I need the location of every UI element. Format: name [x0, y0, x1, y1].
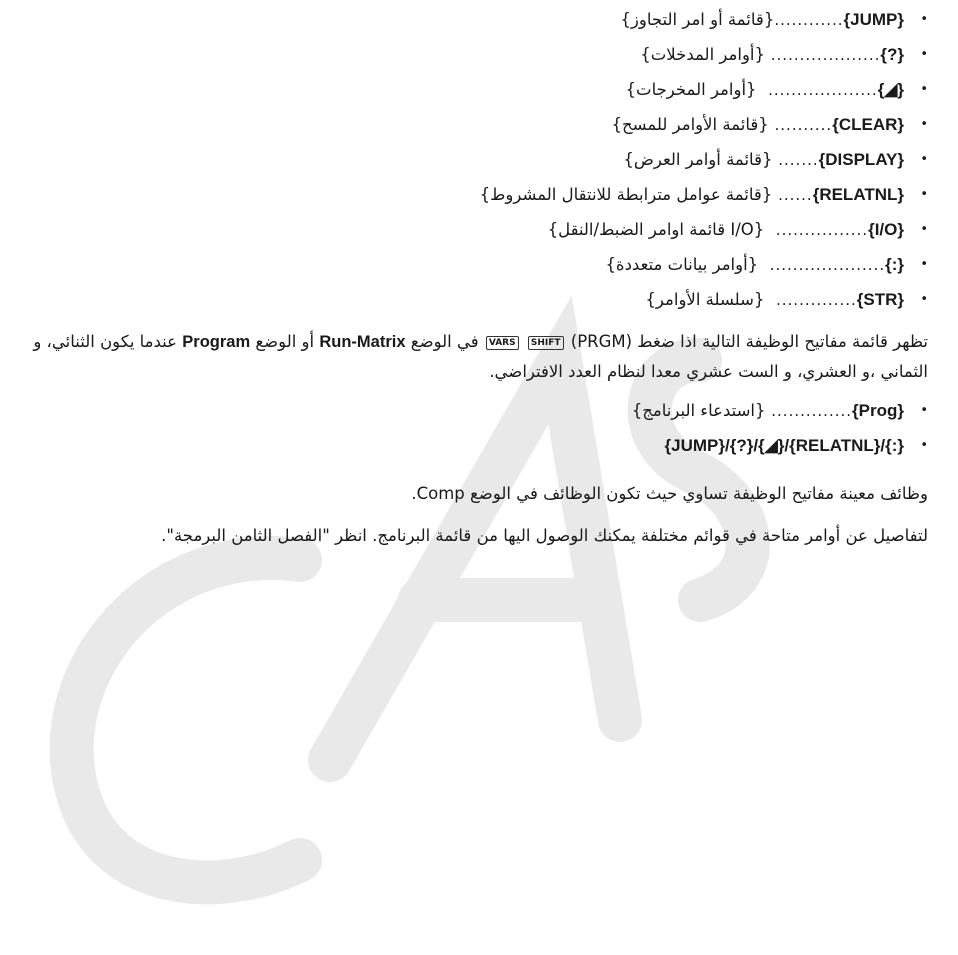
function-description: {أوامر المخرجات} — [625, 80, 757, 99]
function-description: {قائمة أو امر التجاوز} — [620, 10, 775, 29]
function-description: {استدعاء البرنامج} — [631, 401, 766, 420]
leader-dots: .................... — [758, 255, 886, 274]
function-description: {أوامر بيانات متعددة} — [605, 255, 759, 274]
bullet-icon: • — [920, 187, 928, 202]
bullet-icon: • — [920, 403, 928, 418]
function-key-label: {◢} — [877, 79, 904, 99]
paragraph-text: أو الوضع — [255, 332, 315, 351]
function-key-label: {DISPLAY} — [818, 149, 904, 169]
list-item — [20, 282, 928, 317]
function-description: {I/O قائمة اوامر الضبط/النقل} — [547, 220, 765, 239]
bullet-icon: • — [920, 257, 928, 272]
list-item — [20, 72, 928, 107]
leader-dots: ................ — [764, 220, 869, 239]
function-description: {سلسلة الأوامر} — [645, 290, 765, 309]
bullet-icon: • — [920, 12, 928, 27]
vars-key-icon: VARS — [486, 336, 519, 350]
function-description: {قائمة الأوامر للمسح} — [611, 115, 769, 134]
paragraph-text: عندما يكون الثنائي، و الثماني ،و العشري، و الست عشري معدا لنظام العدد الافتراضي. — [33, 332, 928, 381]
function-key-label: {RELATNL} — [812, 184, 904, 204]
list-item — [20, 142, 928, 177]
mode-name: Run-Matrix — [319, 333, 406, 351]
function-key-label: {CLEAR} — [832, 114, 904, 134]
list-item — [20, 212, 928, 247]
list-item — [20, 177, 928, 212]
leader-dots: .............. — [765, 401, 853, 420]
bullet-icon: • — [920, 82, 928, 97]
function-key-list-2 — [20, 393, 928, 463]
note-details: لتفاصيل عن أوامر متاحة في قوائم مختلفة يمكنك الوصول اليها من قائمة البرنامج. انظر "الفصل الثامن البرمجة". — [161, 526, 928, 545]
function-key-label: {:} — [885, 254, 904, 274]
list-item — [20, 247, 928, 282]
intro-paragraph — [20, 327, 928, 387]
paragraph-text: تظهر قائمة مفاتيح الوظيفة التالية اذا ضغط (PRGM) — [570, 332, 928, 351]
list-item — [20, 2, 928, 37]
bullet-icon: • — [920, 292, 928, 307]
leader-dots: ................... — [765, 45, 881, 64]
function-description: {قائمة أوامر العرض} — [623, 150, 773, 169]
paragraph-text: في الوضع — [410, 332, 479, 351]
leader-dots: .............. — [764, 290, 857, 309]
leader-dots: ....... — [772, 150, 819, 169]
function-key-label: {Prog} — [852, 400, 904, 420]
bullet-icon: • — [920, 47, 928, 62]
mode-name: Program — [182, 333, 251, 351]
function-description: {قائمة عوامل مترابطة للانتقال المشروط} — [479, 185, 773, 204]
leader-dots: ...... — [772, 185, 813, 204]
function-key-label: {I/O} — [868, 219, 904, 239]
function-key-label: {STR} — [856, 289, 904, 309]
function-key-label: {?} — [880, 44, 904, 64]
note-comp: وظائف معينة مفاتيح الوظيفة تساوي حيث تكون الوظائف في الوضع Comp. — [411, 484, 928, 503]
function-key-label: {JUMP} — [843, 9, 904, 29]
bullet-icon: • — [920, 222, 928, 237]
bullet-icon: • — [920, 117, 928, 132]
shift-key-icon: SHIFT — [528, 336, 564, 350]
function-key-label: {JUMP}/{?}/{◢}/{RELATNL}/{:} — [664, 435, 904, 455]
leader-dots: ................... — [756, 80, 878, 99]
leader-dots: ............ — [774, 10, 844, 29]
bullet-icon: • — [920, 152, 928, 167]
leader-dots: .......... — [768, 115, 833, 134]
bullet-icon: • — [920, 438, 928, 453]
list-item — [20, 37, 928, 72]
list-item — [20, 428, 928, 463]
list-item — [20, 393, 928, 428]
function-description: {أوامر المدخلات} — [640, 45, 765, 64]
function-key-list — [20, 2, 928, 317]
list-item — [20, 107, 928, 142]
